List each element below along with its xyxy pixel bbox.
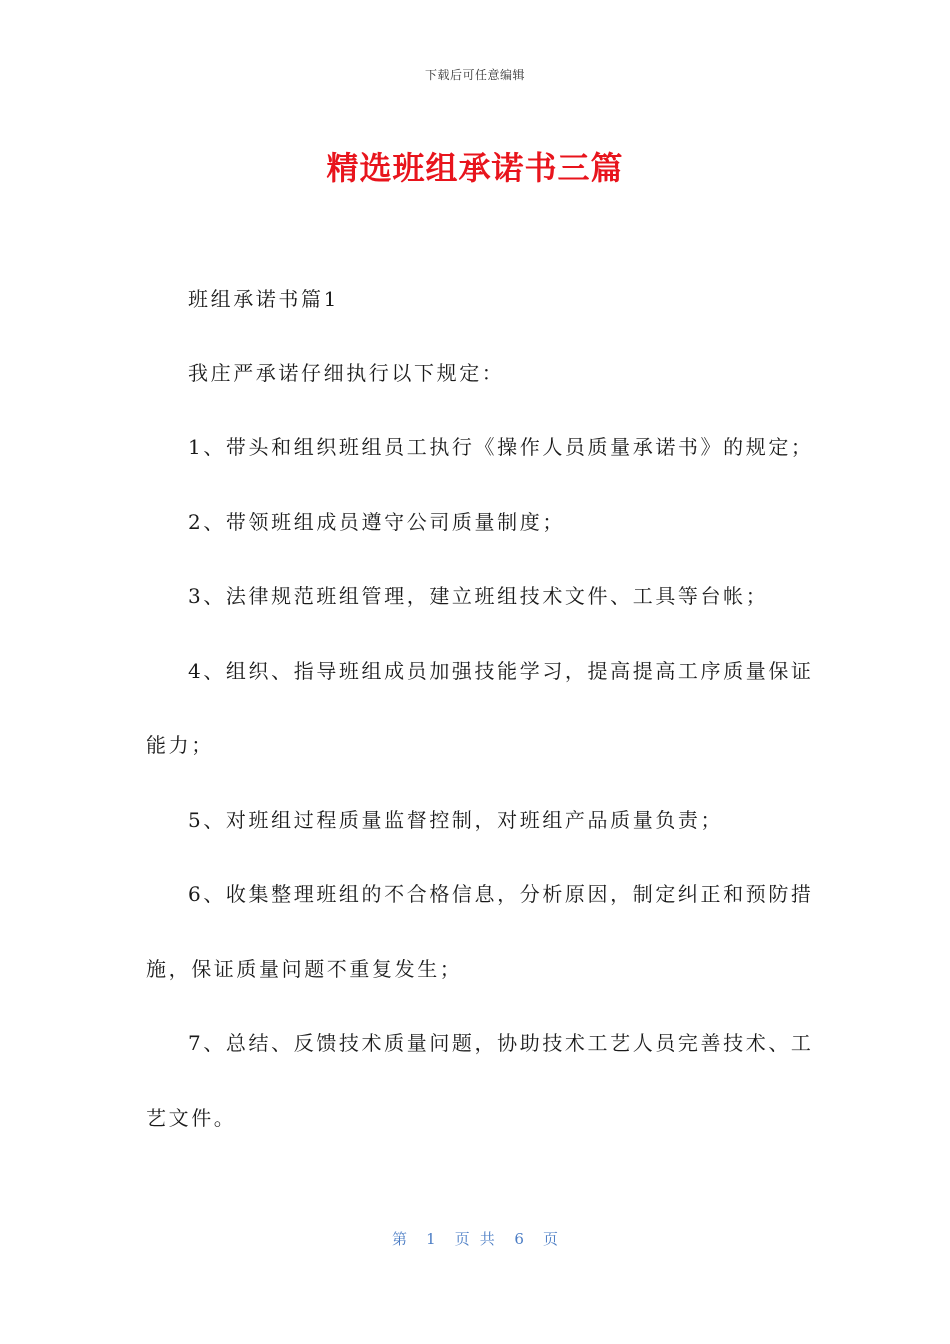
header-note: 下载后可任意编辑 [424,68,525,82]
total-page-count: 6 [514,1230,524,1248]
document-title: 精选班组承诺书三篇 [326,149,624,187]
current-page-number: 1 [426,1230,436,1248]
list-item: 6、收集整理班组的不合格信息，分析原因，制定纠正和预防措 [188,882,814,906]
list-item: 3、法律规范班组管理，建立班组技术文件、工具等台帐； [188,584,769,608]
list-item: 7、总结、反馈技术质量问题，协助技术工艺人员完善技术、工 [188,1031,814,1055]
paragraph: 我庄严承诺仔细执行以下规定： [188,361,505,385]
footer-middle: 页共 [454,1230,505,1248]
footer-prefix: 第 [392,1230,408,1248]
section-heading: 班组承诺书篇1 [188,287,339,311]
footer-suffix: 页 [542,1230,558,1248]
list-item-continuation: 能力； [146,733,214,757]
page-footer [0,1228,950,1249]
list-item: 5、对班组过程质量监督控制，对班组产品质量负责； [188,808,724,832]
list-item-continuation: 施，保证质量问题不重复发生； [146,957,463,981]
list-item-continuation: 艺文件。 [146,1106,237,1130]
list-item: 1、带头和组织班组员工执行《操作人员质量承诺书》的规定； [188,435,814,459]
list-item: 4、组织、指导班组成员加强技能学习，提高提高工序质量保证 [188,659,814,683]
list-item: 2、带领班组成员遵守公司质量制度； [188,510,565,534]
